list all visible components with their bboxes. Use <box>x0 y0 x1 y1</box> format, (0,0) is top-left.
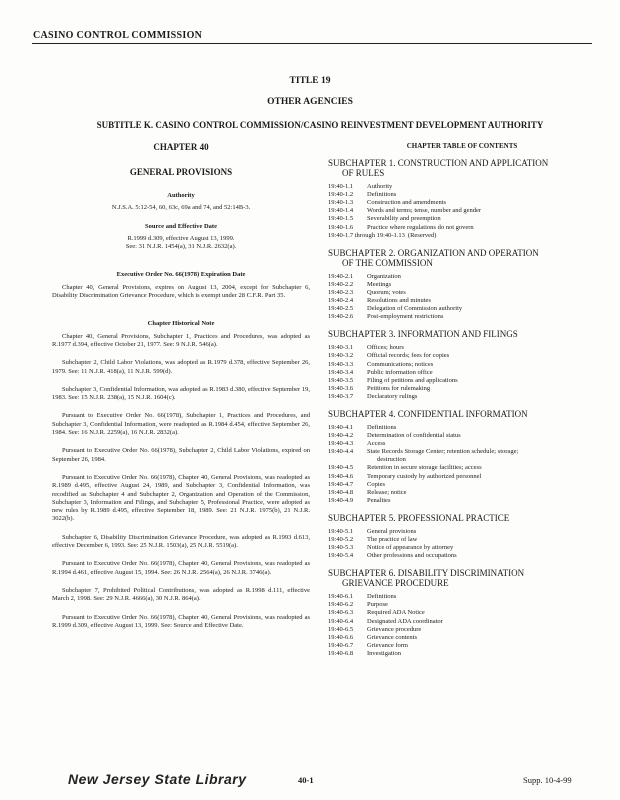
section-number: 19:40-6.7 <box>328 641 354 649</box>
section-title-text: State Records Storage Center; retention schedule; storage; <box>367 448 519 456</box>
section-title-text: Designated ADA coordinator <box>367 617 443 625</box>
toc-entry <box>328 609 596 617</box>
section-title-text: Purpose <box>367 601 388 609</box>
section-number: 19:40-4.7 <box>328 480 354 488</box>
left-column <box>52 142 310 640</box>
section-title-text: Meetings <box>367 280 392 288</box>
section-title <box>367 626 596 634</box>
supplement-date: Supp. 10-4-99 <box>523 775 572 785</box>
section-title <box>367 609 596 617</box>
section-title-text: Grievance contents <box>367 633 417 641</box>
section-number: 19:40-2.6 <box>328 313 354 321</box>
toc-entry <box>328 642 596 650</box>
toc-entry <box>328 289 596 297</box>
section-number: 19:40-5.1 <box>328 527 354 535</box>
toc-entry <box>328 313 596 321</box>
source-line-2: See: 31 N.J.R. 1454(a), 31 N.J.R. 2632(a). <box>125 243 237 251</box>
section-number: 19:40-4.5 <box>328 464 354 472</box>
section-title <box>367 313 596 321</box>
section-number: 19:40-4.4 <box>328 448 354 456</box>
toc-entry <box>328 352 596 360</box>
executive-order-text: Chapter 40, General Provisions, expires on August 13, 2004, except for Subchapter 6, Disability Discrimination Grievance Procedure, which is exempt under 28 C.F.R. Part 35. <box>52 283 310 300</box>
subchapter-heading <box>328 568 596 588</box>
section-title <box>367 281 596 289</box>
section-title <box>367 552 596 560</box>
toc-entry <box>328 232 596 240</box>
section-title-text: Practice where regulations do not govern <box>367 223 474 231</box>
history-paragraph: Pursuant to Executive Order No. 66(1978), Chapter 40, General Provisions, was readopted as R.1994 d.461, effective August 15, 1994. See: 26 N.J.R. 2564(a), 26 N.J.R. 3746(a). <box>52 560 310 576</box>
section-number: 19:40-1.4 <box>328 207 354 215</box>
toc-entry <box>328 361 596 369</box>
toc-entry <box>328 183 596 191</box>
history-paragraph: Subchapter 3, Confidential Information, was adopted as R.1983 d.380, effective September 19, 1983. See: 15 N.J.R. 238(a), 15 N.J.R. 1604(c). <box>52 385 310 402</box>
section-title <box>367 448 596 464</box>
section-title-text: Release; notice <box>367 488 407 496</box>
section-title-text: Other professions and occupations <box>367 552 457 560</box>
section-number: 19:40-6.8 <box>328 649 354 657</box>
section-title-text: Quorum; votes <box>367 288 406 296</box>
section-number: 19:40-4.9 <box>328 496 354 504</box>
section-title <box>367 618 596 626</box>
history-paragraph: Subchapter 6, Disability Discrimination Grievance Procedure, was adopted as R.1993 d.613, effective December 6, 1993. See: 25 N.J.R. 1503(a), 25 N.J.R. 5519(a). <box>52 533 310 550</box>
toc-entry <box>328 207 596 215</box>
section-title-text: Definitions <box>367 593 397 601</box>
section-title-text: Required ADA Notice <box>367 609 425 617</box>
toc-entry <box>328 191 596 199</box>
section-title-text: (Reserved) <box>407 231 437 239</box>
subchapter-title-cont: OF RULES <box>342 168 385 179</box>
section-number: 19:40-6.3 <box>328 609 354 617</box>
section-number: 19:40-2.4 <box>328 297 354 305</box>
page-number: 40-1 <box>298 775 314 785</box>
section-title <box>367 528 596 536</box>
toc-entry <box>328 626 596 634</box>
toc-entry <box>328 385 596 393</box>
section-title-text: Delegation of Commission authority <box>367 305 463 313</box>
subchapter-title: SUBCHAPTER 1. CONSTRUCTION AND APPLICATION <box>328 158 549 169</box>
section-number: 19:40-2.3 <box>328 288 354 296</box>
toc-entry <box>328 536 596 544</box>
history-paragraph: Pursuant to Executive Order No. 66(1978), Chapter 40, General Provisions, was readopted as R.1999 d.309, effective August 13, 1999. See: Source and Effective Date. <box>52 613 310 629</box>
title-number: TITLE 19 <box>289 76 331 86</box>
section-number: 19:40-3.6 <box>328 384 354 392</box>
section-number: 19:40-6.5 <box>328 625 354 633</box>
section-number: 19:40-1.7 through 19:40-1.13 <box>328 231 405 239</box>
section-title <box>367 207 596 215</box>
header-rule <box>32 43 592 44</box>
section-number: 19:40-6.2 <box>328 601 354 609</box>
section-title-text: Grievance form <box>367 641 408 649</box>
source-line-1: R.1999 d.309, effective August 13, 1999. <box>127 234 235 242</box>
section-title-text: Post-employment restrictions <box>367 313 444 321</box>
toc-entry <box>328 369 596 377</box>
section-title-text: Severability and preemption <box>367 215 441 223</box>
subchapter-heading <box>328 158 596 178</box>
section-title <box>367 305 596 313</box>
section-title <box>367 481 596 489</box>
section-title <box>367 473 596 481</box>
toc-entry <box>328 552 596 560</box>
section-number: 19:40-4.2 <box>328 432 354 440</box>
section-title <box>367 393 596 401</box>
section-number: 19:40-4.6 <box>328 472 354 480</box>
toc-heading: CHAPTER TABLE OF CONTENTS <box>406 142 518 150</box>
section-title <box>367 489 596 497</box>
section-title-text: General provisions <box>367 527 417 535</box>
toc-entry <box>328 528 596 536</box>
section-number: 19:40-6.6 <box>328 633 354 641</box>
section-title-text: Temporary custody by authorized personnel <box>367 472 482 480</box>
section-title-text: Penalties <box>367 496 391 504</box>
toc-entry <box>328 224 596 232</box>
section-number: 19:40-1.1 <box>328 183 354 191</box>
section-number: 19:40-4.3 <box>328 440 354 448</box>
toc-entry <box>328 432 596 440</box>
subchapter-title: SUBCHAPTER 4. CONFIDENTIAL INFORMATION <box>328 408 528 419</box>
section-title <box>367 199 596 207</box>
authority-heading: Authority <box>167 192 195 199</box>
subchapter-title: SUBCHAPTER 3. INFORMATION AND FILINGS <box>328 329 518 340</box>
section-title <box>367 191 596 199</box>
section-number: 19:40-3.3 <box>328 360 354 368</box>
toc-entry <box>328 281 596 289</box>
table-of-contents <box>328 158 596 666</box>
right-column <box>328 142 596 666</box>
section-number: 19:40-5.2 <box>328 536 354 543</box>
toc-entry <box>328 544 596 552</box>
section-title <box>367 289 596 297</box>
subchapter-heading <box>328 409 596 419</box>
toc-entry <box>328 473 596 481</box>
section-title <box>367 352 596 360</box>
section-title-text: Petitions for rulemaking <box>367 384 431 392</box>
section-title <box>367 377 596 385</box>
section-title <box>367 385 596 393</box>
section-title-text: Investigation <box>367 649 401 657</box>
section-title-text: Filing of petitions and applications <box>367 376 458 384</box>
toc-entry <box>328 393 596 401</box>
toc-entry <box>328 199 596 207</box>
section-title-text: Definitions <box>367 423 397 431</box>
section-title-text: Public information office <box>367 368 433 376</box>
subtitle-heading: SUBTITLE K. CASINO CONTROL COMMISSION/CASINO REINVESTMENT DEVELOPMENT AUTHORITY <box>96 120 544 130</box>
section-number: 19:40-6.1 <box>328 593 354 601</box>
section-title <box>367 593 596 601</box>
toc-entry <box>328 593 596 601</box>
agency-heading: OTHER AGENCIES <box>267 97 353 107</box>
section-number: 19:40-1.2 <box>328 191 354 199</box>
section-number: 19:40-3.4 <box>328 368 354 376</box>
section-title <box>367 440 596 448</box>
section-title <box>367 536 596 544</box>
subchapter-title: SUBCHAPTER 2. ORGANIZATION AND OPERATION <box>328 247 539 258</box>
section-title <box>367 544 596 552</box>
section-title <box>367 497 596 505</box>
chapter-heading: CHAPTER 40 <box>153 142 209 152</box>
section-title <box>408 232 596 240</box>
historical-note <box>52 333 310 630</box>
section-title <box>367 464 596 472</box>
authority-text: N.J.S.A. 5:12-54, 60, 63c, 69a and 74, and 52:14B-3. <box>111 204 251 212</box>
section-title-text: Words and terms; tense, number and gender <box>367 207 482 215</box>
section-number: 19:40-2.1 <box>328 272 354 280</box>
toc-entry <box>328 481 596 489</box>
toc-entry <box>328 448 596 464</box>
toc-entry <box>328 440 596 448</box>
history-paragraph: Subchapter 7, Prohibited Political Contributions, was adopted as R.1998 d.111, effective March 2, 1998. See: 29 N.J.R. 4666(a), 30 N.J.R. 864(a). <box>52 586 310 603</box>
toc-entry <box>328 305 596 313</box>
history-paragraph: Chapter 40, General Provisions, Subchapter 1, Practices and Procedures, was adopted as R.1977 d.394, effective October 21, 1977. See: 9 N.J.R. 546(a). <box>52 332 310 348</box>
section-number: 19:40-6.4 <box>328 617 354 625</box>
section-number: 19:40-1.3 <box>328 199 354 207</box>
subchapter-heading <box>328 329 596 339</box>
section-title <box>367 642 596 650</box>
toc-entry <box>328 377 596 385</box>
section-title-text: Retention in secure storage facilities; access <box>367 464 482 472</box>
toc-entry <box>328 424 596 432</box>
chapter-name: GENERAL PROVISIONS <box>129 167 233 177</box>
section-title <box>367 634 596 642</box>
section-title-cont: destruction <box>377 456 406 464</box>
running-head: CASINO CONTROL COMMISSION <box>33 30 203 41</box>
source-heading: Source and Effective Date <box>145 222 217 230</box>
section-title <box>367 183 596 191</box>
section-number: 19:40-1.5 <box>328 215 354 223</box>
section-title <box>367 432 596 440</box>
executive-order-heading: Executive Order No. 66(1978) Expiration Date <box>116 271 246 279</box>
toc-entry <box>328 344 596 352</box>
section-number: 19:40-3.7 <box>328 392 354 400</box>
toc-entry <box>328 273 596 281</box>
section-title-text: Offices; hours <box>367 344 404 352</box>
section-number: 19:40-5.3 <box>328 544 354 552</box>
library-stamp: New Jersey State Library <box>68 771 247 787</box>
section-title <box>367 601 596 609</box>
section-title-text: Access <box>367 440 386 448</box>
section-title-text: Authority <box>367 183 393 191</box>
toc-entry <box>328 650 596 658</box>
section-title-text: Communications; notices <box>367 360 434 368</box>
subchapter-heading <box>328 248 596 268</box>
section-number: 19:40-3.5 <box>328 376 354 384</box>
toc-entry <box>328 497 596 505</box>
toc-entry <box>328 464 596 472</box>
section-title-text: Notice of appearance by attorney <box>367 544 454 552</box>
section-title <box>367 224 596 232</box>
section-number: 19:40-3.1 <box>328 344 354 352</box>
section-number: 19:40-4.8 <box>328 488 354 496</box>
section-title <box>367 273 596 281</box>
section-title <box>367 650 596 658</box>
section-title-text: Copies <box>367 480 386 488</box>
subchapter-title: SUBCHAPTER 5. PROFESSIONAL PRACTICE <box>328 512 510 523</box>
toc-entry <box>328 215 596 223</box>
section-title <box>367 361 596 369</box>
section-title <box>367 215 596 223</box>
section-number: 19:40-5.4 <box>328 552 354 560</box>
history-paragraph: Pursuant to Executive Order No. 66(1978), Subchapter 1, Practices and Procedures, and Subchapter 3, Confidential Information, were readopted as R.1984 d.454, effective September 26, 1984. See: 16 N.J.R. 2259(a), 16 N.J.R. 2832(a). <box>52 412 310 437</box>
section-number: 19:40-4.1 <box>328 423 354 431</box>
section-title <box>367 369 596 377</box>
section-title-text: Construction and amendments <box>367 199 447 207</box>
history-paragraph: Pursuant to Executive Order No. 66(1978), Subchapter 2, Child Labor Violations, expired on September 26, 1984. <box>52 447 310 463</box>
toc-entry <box>328 618 596 626</box>
toc-entry <box>328 601 596 609</box>
section-title <box>367 424 596 432</box>
section-number: 19:40-3.2 <box>328 352 354 360</box>
toc-entry <box>328 297 596 305</box>
section-number: 19:40-2.5 <box>328 305 354 313</box>
section-title-text: Declaratory rulings <box>367 392 418 400</box>
section-title-text: Official records; fees for copies <box>367 352 450 360</box>
toc-entry <box>328 489 596 497</box>
section-number: 19:40-1.6 <box>328 223 354 231</box>
section-title <box>367 344 596 352</box>
section-title-text: Resolutions and minutes <box>367 297 431 305</box>
toc-entry <box>328 634 596 642</box>
section-title-text: Organization <box>367 272 401 280</box>
section-title <box>367 297 596 305</box>
subchapter-title: SUBCHAPTER 6. DISABILITY DISCRIMINATION <box>328 568 525 579</box>
section-number: 19:40-2.2 <box>328 280 354 288</box>
history-paragraph: Subchapter 2, Child Labor Violations, was adopted as R.1979 d.378, effective September 26, 1979. See: 11 N.J.R. 418(a), 11 N.J.R. 599(d). <box>52 359 310 375</box>
subchapter-title-cont: OF THE COMMISSION <box>342 257 433 268</box>
subchapter-title-cont: GRIEVANCE PROCEDURE <box>342 578 449 589</box>
section-title-text: The practice of law <box>367 536 418 543</box>
section-title-text: Grievance procedure <box>367 625 422 633</box>
history-paragraph: Pursuant to Executive Order No. 66(1978), Chapter 40, General Provisions, was readopted as R.1989 d.495, effective August 24, 1989, and Subchapter 3, Confidential Information, was recodified as Subchapter 4 and Subchapter 2, Organization and Operation of the Commission, Subchapter 3, Information and Filings, and Subchapter 5, Professional Practice, were adopted as new rules by R.1989 d.495, effective September 18, 1989. See: 21 N.J.R. 1975(b), 21 N.J.R. 3022(b). <box>52 473 310 523</box>
historical-note-heading: Chapter Historical Note <box>147 320 215 328</box>
section-title-text: Determination of confidential status <box>367 432 461 440</box>
section-title-text: Definitions <box>367 191 397 199</box>
subchapter-heading <box>328 513 596 523</box>
